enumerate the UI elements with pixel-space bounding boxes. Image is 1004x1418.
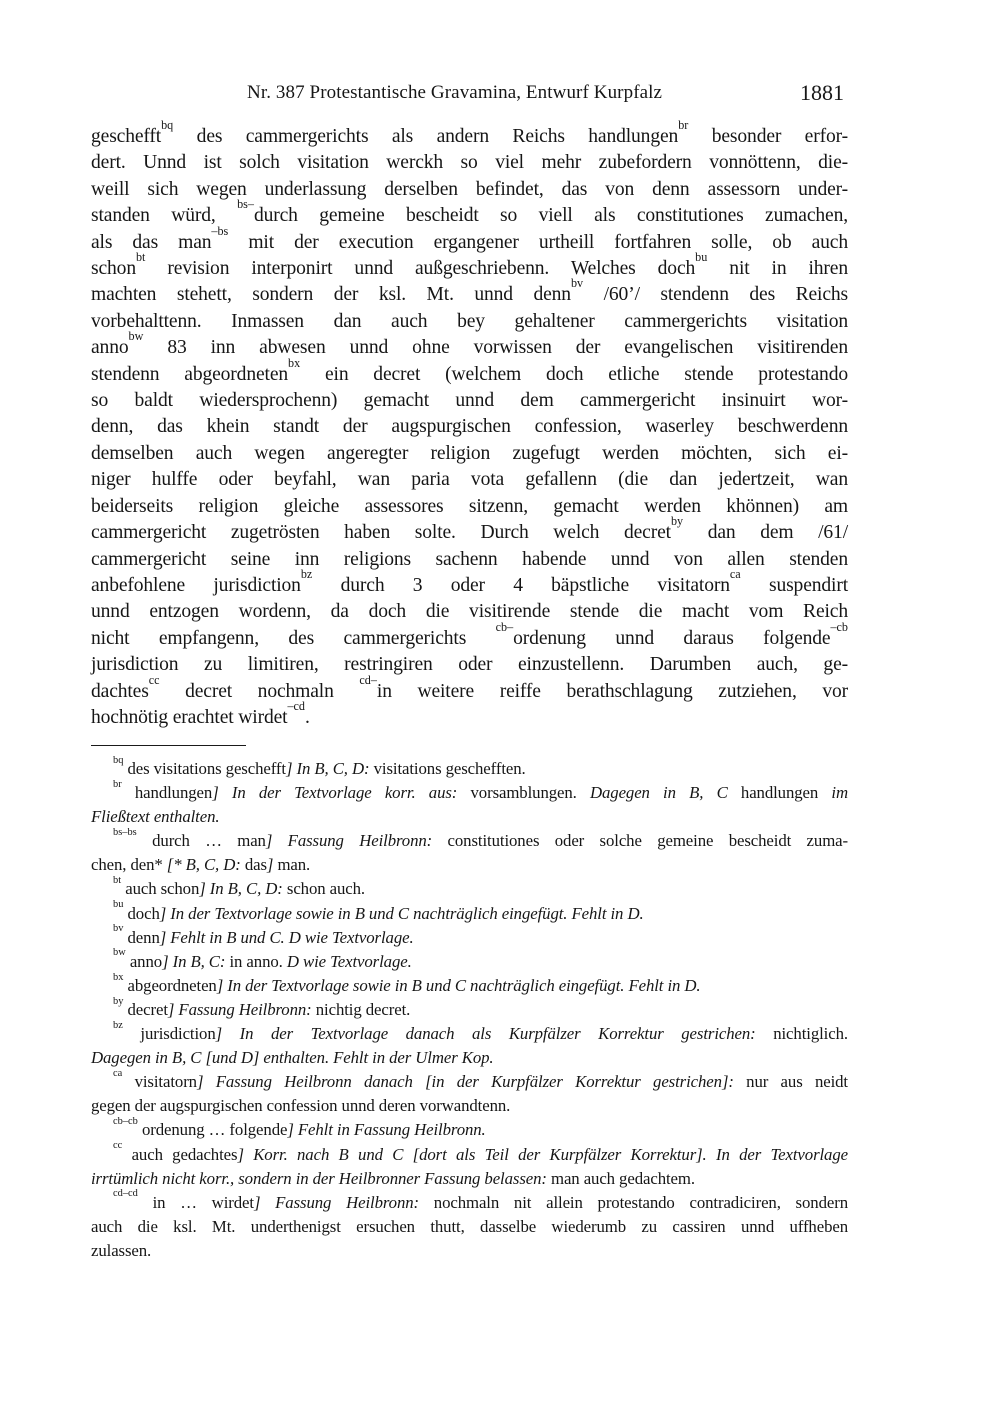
text-run: ordenung … folgende	[141, 1120, 288, 1140]
footnote-marker: bv	[570, 276, 584, 291]
body-line	[91, 566, 849, 599]
text-run: cammergericht seine inn religions sachenn habende unnd von allen stenden	[91, 548, 848, 570]
body-line	[91, 698, 848, 731]
text-run: cammergericht zugetrösten haben solte. Durch welch decret	[91, 522, 671, 544]
text-run: anbefohlene jurisdiction	[91, 574, 301, 596]
text-run: handlungen	[134, 783, 213, 803]
text-run: zulassen.	[91, 1240, 152, 1260]
text-run: anno	[129, 951, 163, 971]
text-run: standen würd,	[91, 205, 238, 227]
italic-text: ] Fassung Heilbronn:	[265, 831, 433, 851]
text-run: man.	[273, 855, 311, 875]
italic-text: ] In B, C:	[162, 951, 226, 971]
main-text-block	[91, 118, 849, 731]
text-run: durch … man	[152, 831, 266, 851]
footnote-marker: by	[670, 514, 684, 529]
text-run: besonder erfor-	[688, 126, 848, 147]
text-run: visitations geschefften.	[369, 759, 526, 778]
footnote-marker: br	[113, 778, 122, 790]
text-run: doch	[127, 903, 160, 923]
body-line	[91, 150, 848, 176]
footnote-marker: bw	[113, 947, 126, 959]
italic-text: ] In der Textvorlage sowie in B und C nachträglich eingefügt. Fehlt in D.	[159, 903, 644, 923]
footnote-marker: br	[678, 118, 689, 133]
footnote-marker: bs–	[237, 197, 254, 212]
footnote-line	[91, 1239, 848, 1263]
italic-text: irrtümlich nicht korr., sondern in der Heilbronner Fassung belassen:	[91, 1168, 547, 1188]
body-line	[91, 414, 848, 440]
text-run: mit der execution ergangener urtheill fortfahren solle, ob auch	[228, 231, 849, 253]
text-run: 83 inn abwesen unnd ohne vorwissen der evangelischen visitirenden	[143, 337, 848, 359]
italic-text: Dagegen in B, C	[589, 783, 728, 803]
footnote-marker: cd–cd	[113, 1188, 138, 1200]
text-run: des visitations geschefft	[127, 759, 286, 778]
body-line	[91, 514, 848, 546]
italic-text: ] In der Textvorlage sowie in B und C nachträglich eingefügt. Fehlt in D.	[216, 975, 701, 995]
footnote-line	[91, 1067, 848, 1094]
text-run: dachtes	[91, 680, 149, 702]
text-run: denn	[127, 927, 160, 947]
italic-text: ] Fehlt in Fassung Heilbronn.	[287, 1120, 486, 1140]
text-run: nichtig decret.	[311, 999, 411, 1019]
body-line	[91, 329, 848, 361]
footnote-line	[91, 1167, 848, 1191]
footnote-marker: bt	[135, 250, 146, 265]
text-run: durch 3 oder 4 bäpstliche visitatorn	[312, 574, 730, 596]
text-run: beiderseits religion gleiche assessores sitzenn, gemacht werden khönnen) am	[91, 495, 848, 517]
footnote-line	[91, 853, 848, 877]
text-run: revision interponirt unnd außgeschriebenn. Welches doch	[145, 258, 696, 280]
text-run: in … wirdet	[152, 1192, 254, 1212]
footnote-marker: cb–	[495, 619, 514, 634]
footnote-line	[91, 1046, 848, 1070]
text-run: decret	[127, 999, 168, 1019]
text-run: .	[305, 706, 310, 728]
body-line	[91, 494, 848, 520]
text-run: jurisdiction	[140, 1024, 216, 1044]
text-run: nicht empfangenn, des cammergerichts	[91, 627, 496, 649]
body-line	[91, 276, 848, 308]
text-run: hochnötig erachtet wirdet	[91, 706, 288, 728]
footnote-marker: bu	[113, 899, 124, 911]
footnote-line	[91, 1188, 848, 1215]
italic-text: ] In der Textvorlage danach als Kurpfälzer Korrektur gestrichen:	[215, 1024, 756, 1044]
body-line	[91, 250, 848, 282]
text-run: vorsamblungen.	[457, 783, 590, 803]
text-run: schon	[91, 258, 136, 280]
footnote-marker: bs–bs	[113, 827, 137, 839]
footnote-marker: bw	[128, 329, 144, 344]
footnote-marker: bz	[113, 1019, 123, 1031]
text-run: dert. Unnd ist solch visitation werckh so viel mehr zubefordern vonnöttenn, die-	[91, 152, 848, 174]
footnote-marker: bq	[113, 754, 124, 766]
page-header-title: Nr. 387 Protestantische Gravamina, Entwurf Kurpfalz	[247, 82, 663, 103]
text-run: stendenn abgeordneten	[91, 363, 289, 385]
text-run: ordenung unnd daraus folgende	[513, 627, 831, 649]
footnote-line	[91, 1019, 848, 1046]
footnote-marker: cd–	[359, 672, 377, 687]
footnote-marker: –bs	[211, 223, 229, 238]
footnote-separator-rule	[91, 745, 246, 746]
footnote-marker: bx	[288, 355, 301, 370]
footnote-marker: cc	[148, 672, 160, 687]
text-run: machten stehett, sondern der ksl. Mt. unnd denn	[91, 284, 571, 306]
text-run: handlungen	[727, 783, 832, 803]
italic-text: ] Korr. nach B und C [dort als Teil der Kurpfälzer Korrektur]. In der Textvorlage	[237, 1144, 848, 1164]
text-run: decret nochmaln	[159, 680, 360, 702]
text-run: suspendirt	[740, 574, 849, 596]
text-run: in anno.	[225, 951, 287, 971]
body-line	[91, 467, 848, 493]
text-run: man auch gedachtem.	[546, 1168, 695, 1188]
running-head	[0, 80, 1004, 110]
text-run: visitatorn	[134, 1072, 197, 1092]
text-run: durch gemeine bescheidt so viell als constitutiones zumachen,	[253, 205, 848, 227]
footnote-line	[91, 899, 848, 926]
text-run: auch schon	[125, 879, 200, 899]
italic-text: ] Fassung Heilbronn danach [in der Kurpfälzer Korrektur gestrichen]:	[196, 1072, 734, 1092]
footnote-marker: bq	[161, 118, 174, 133]
italic-text: ] In der Textvorlage korr. aus:	[212, 783, 458, 803]
text-run: das	[240, 855, 267, 875]
text-run: anno	[91, 337, 129, 359]
italic-text: D wie Textvorlage.	[286, 951, 412, 971]
footnote-marker: –cb	[830, 619, 848, 634]
body-line	[91, 652, 848, 678]
text-run: schon auch.	[282, 879, 366, 899]
footnote-marker: bt	[113, 875, 122, 887]
text-run: constitutiones oder solche gemeine bescheidt zuma-	[432, 831, 848, 851]
body-line	[91, 118, 848, 150]
italic-text: ] Fassung Heilbronn:	[167, 999, 312, 1019]
body-line	[91, 441, 848, 467]
body-line	[91, 619, 848, 652]
text-run: unnd entzogen wordenn, da doch die visitirende stende die macht vom Reich	[91, 601, 848, 623]
body-line	[91, 355, 848, 388]
footnote-marker: bv	[113, 923, 124, 935]
footnotes-section	[91, 754, 848, 1263]
text-run: dan dem /61/	[683, 522, 848, 544]
italic-text: ] In B, C, D:	[285, 759, 370, 778]
text-run: niger hulffe oder beyfahl, wan paria vota gefallenn (die dan jedertzeit, wan	[91, 469, 848, 491]
footnote-line	[91, 971, 848, 998]
body-line	[91, 197, 848, 229]
text-run: auch gedachtes	[131, 1144, 238, 1164]
text-run: demselben auch wegen angeregter religion zugefugt werden möchten, sich ei-	[91, 442, 848, 464]
footnote-line	[91, 923, 848, 950]
italic-text: im	[831, 783, 848, 803]
text-run: chen, den*	[91, 855, 167, 875]
body-line	[91, 309, 848, 335]
body-line	[91, 599, 848, 625]
footnote-line	[91, 805, 848, 829]
text-run: nochmaln nit allein protestando contradiciren, sondern	[419, 1192, 848, 1212]
text-run: so baldt wiedersprochenn) gemacht unnd dem cammergericht insinuirt wor-	[91, 390, 848, 412]
footnote-marker: ca	[113, 1067, 123, 1079]
italic-text: ] Fassung Heilbronn:	[253, 1192, 420, 1212]
footnote-line	[91, 877, 848, 901]
text-run: jurisdiction zu limitiren, restringiren oder einzustellenn. Darumben auch, ge-	[91, 654, 848, 676]
footnote-marker: bz	[300, 566, 313, 581]
footnote-line	[91, 1140, 848, 1167]
body-line	[91, 672, 848, 705]
text-run: in weitere reiffe berathschlagung zutziehen, vor	[376, 680, 848, 702]
footnote-marker: cb–cb	[113, 1116, 138, 1128]
text-run: abgeordneten	[127, 975, 217, 995]
italic-text: ] Fehlt in B und C. D wie Textvorlage.	[159, 927, 414, 947]
body-line	[91, 388, 848, 414]
italic-text: Dagegen in B, C [und D] enthalten. Fehlt in der Ulmer Kop.	[91, 1048, 494, 1068]
text-run: denn, das khein standt der augspurgischen confession, waserley beschwerdenn	[91, 416, 848, 438]
footnote-line	[91, 778, 848, 805]
text-run: nichtiglich.	[755, 1024, 848, 1044]
footnote-marker: –cd	[287, 698, 305, 713]
italic-text: [* B, C, D:	[166, 855, 241, 875]
footnote-line	[91, 829, 848, 853]
text-run: des cammergerichts als andern Reichs handlungen	[173, 126, 679, 147]
text-run: weill sich wegen underlassung derselben befindet, das von denn assessorn under-	[91, 178, 848, 200]
footnote-marker: bx	[113, 971, 124, 983]
footnote-line	[91, 995, 848, 1022]
italic-text: ] In B, C, D:	[199, 879, 283, 899]
body-line	[91, 223, 849, 256]
footnote-line	[91, 947, 848, 974]
text-run: nur aus neidt	[733, 1072, 848, 1092]
italic-text: ]	[266, 855, 274, 875]
text-run: vorbehalttenn. Inmassen dan auch bey gehaltener cammergerichts visitation	[91, 310, 848, 332]
text-run: nit in ihren	[707, 258, 848, 280]
footnote-marker: by	[113, 995, 124, 1007]
footnote-line	[91, 1215, 848, 1239]
italic-text: Fließtext enthalten.	[91, 807, 220, 827]
footnote-line	[91, 754, 848, 781]
text-run: auch die ksl. Mt. underthenigst ersuchen thutt, dasselbe wiederumb zu cassiren unnd uffheben	[91, 1216, 848, 1236]
footnote-marker: bu	[695, 250, 708, 265]
text-run: als das man	[91, 231, 212, 253]
text-run: ein decret (welchem doch etliche stende protestando	[300, 363, 848, 385]
body-line	[91, 177, 848, 203]
text-run: geschefft	[91, 126, 162, 147]
footnote-marker: ca	[729, 566, 741, 581]
text-run: /60’/ stendenn des Reichs	[583, 284, 848, 306]
footnote-marker: cc	[113, 1140, 123, 1152]
footnote-line	[91, 1118, 848, 1142]
text-run: gegen der augspurgischen confession unnd deren vorwandtenn.	[91, 1096, 511, 1116]
page-number: 1881	[800, 80, 844, 105]
footnote-line	[91, 1094, 848, 1118]
